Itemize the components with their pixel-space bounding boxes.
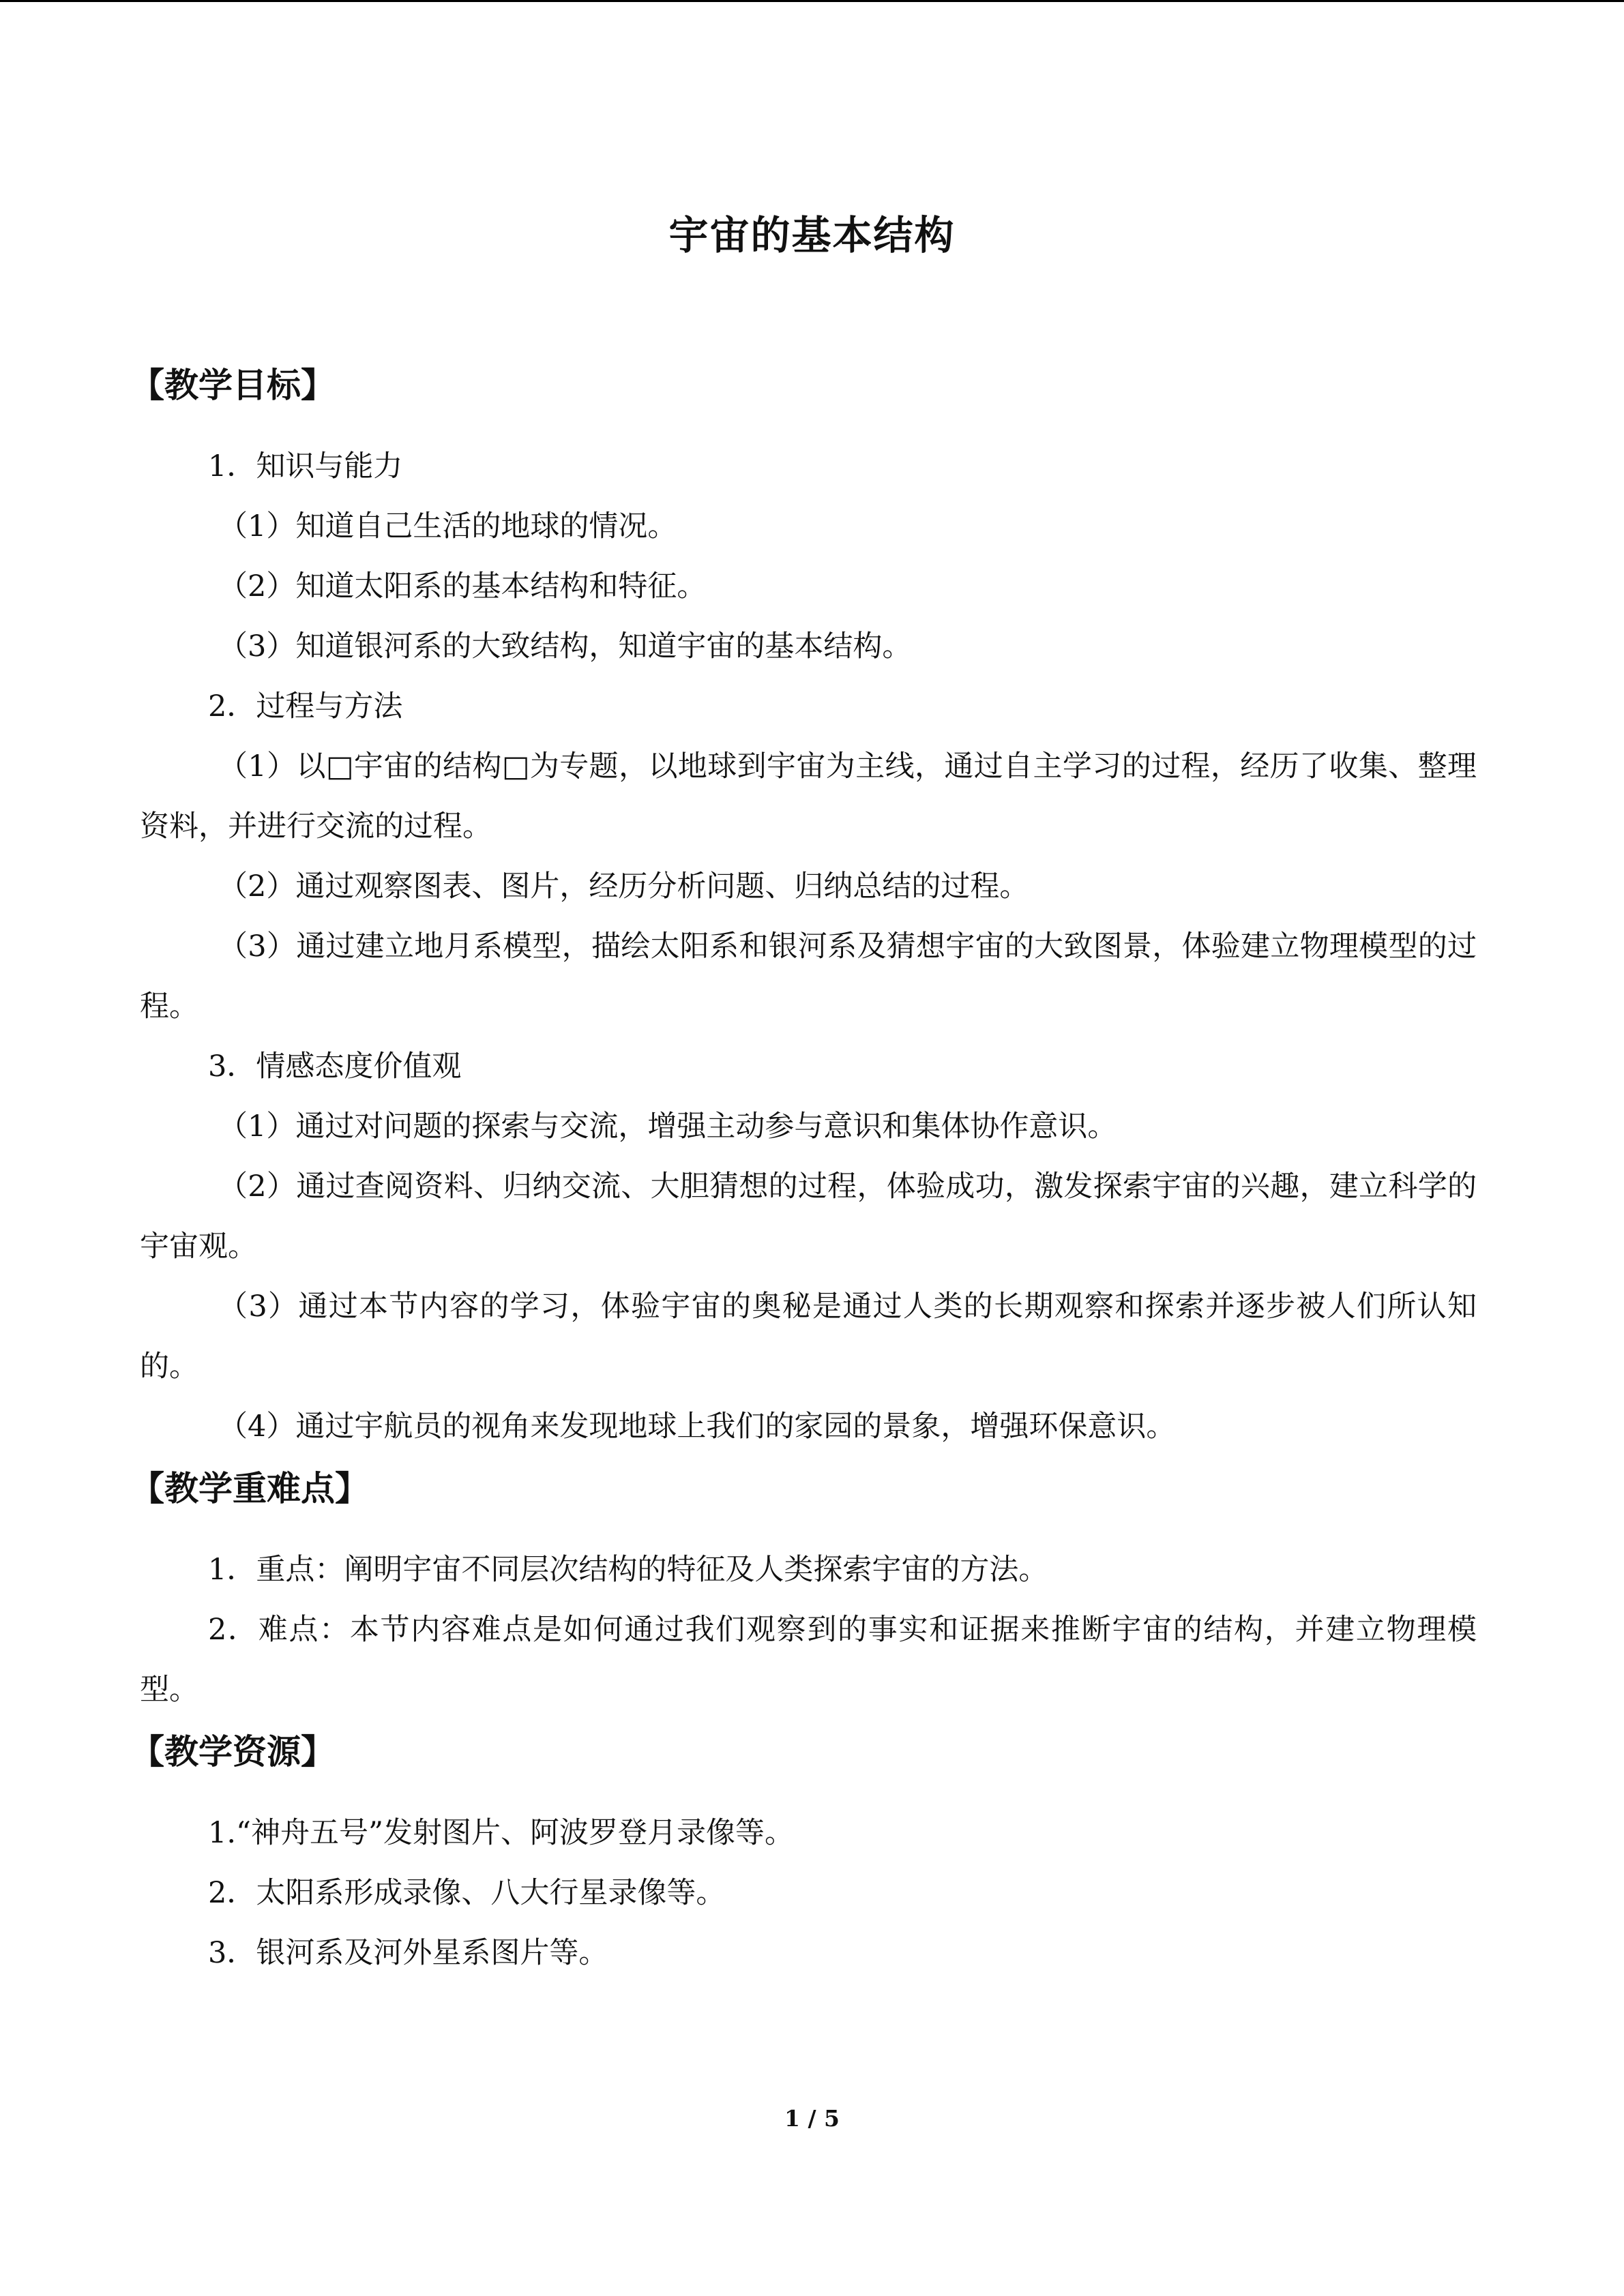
paragraph: 2．过程与方法: [208, 689, 403, 724]
top-border-line: [0, 0, 1624, 2]
paragraph: 3．银河系及河外星系图片等。: [208, 1936, 608, 1970]
paragraph: （4）通过宇航员的视角来发现地球上我们的家园的景象，增强环保意识。: [218, 1410, 1176, 1444]
paragraph: 1.“神舟五号”发射图片、阿波罗登月录像等。: [208, 1816, 794, 1850]
document-title: 宇宙的基本结构: [668, 212, 956, 258]
paragraph: （1）通过对问题的探索与交流，增强主动参与意识和集体协作意识。: [218, 1109, 1117, 1144]
paragraph: 1．重点：阐明宇宙不同层次结构的特征及人类探索宇宙的方法。: [208, 1553, 1048, 1587]
paragraph: 3．情感态度价值观: [208, 1049, 462, 1084]
paragraph: （2）知道太阳系的基本结构和特征。: [218, 569, 707, 603]
paragraph: （3）知道银河系的大致结构，知道宇宙的基本结构。: [218, 629, 912, 664]
paragraph: 2．太阳系形成录像、八大行星录像等。: [208, 1876, 726, 1910]
section-heading-resources: 【教学资源】: [130, 1731, 335, 1772]
paragraph: （2）通过查阅资料、归纳交流、大胆猜想的过程，体验成功，激发探索宇宙的兴趣，建立科学的宇宙观。: [140, 1169, 1477, 1264]
paragraph: （3）通过本节内容的学习，体验宇宙的奥秘是通过人类的长期观察和探索并逐步被人们所认知的。: [140, 1289, 1477, 1384]
page-number: 1 / 5: [784, 2105, 840, 2132]
paragraph: （1）知道自己生活的地球的情况。: [218, 509, 677, 543]
paragraph: （3）通过建立地月系模型，描绘太阳系和银河系及猜想宇宙的大致图景，体验建立物理模型的过程。: [140, 929, 1477, 1024]
paragraph: （2）通过观察图表、图片，经历分析问题、归纳总结的过程。: [218, 869, 1029, 904]
section-heading-key-points: 【教学重难点】: [130, 1468, 369, 1508]
paragraph: （1）以□宇宙的结构□为专题，以地球到宇宙为主线，通过自主学习的过程，经历了收集、整理资料，并进行交流的过程。: [140, 749, 1477, 844]
paragraph: 2．难点：本节内容难点是如何通过我们观察到的事实和证据来推断宇宙的结构，并建立物理模型。: [140, 1613, 1477, 1707]
paragraph: 1．知识与能力: [208, 449, 403, 483]
section-heading-objectives: 【教学目标】: [130, 365, 335, 405]
document-body: [130, 355, 1477, 1983]
